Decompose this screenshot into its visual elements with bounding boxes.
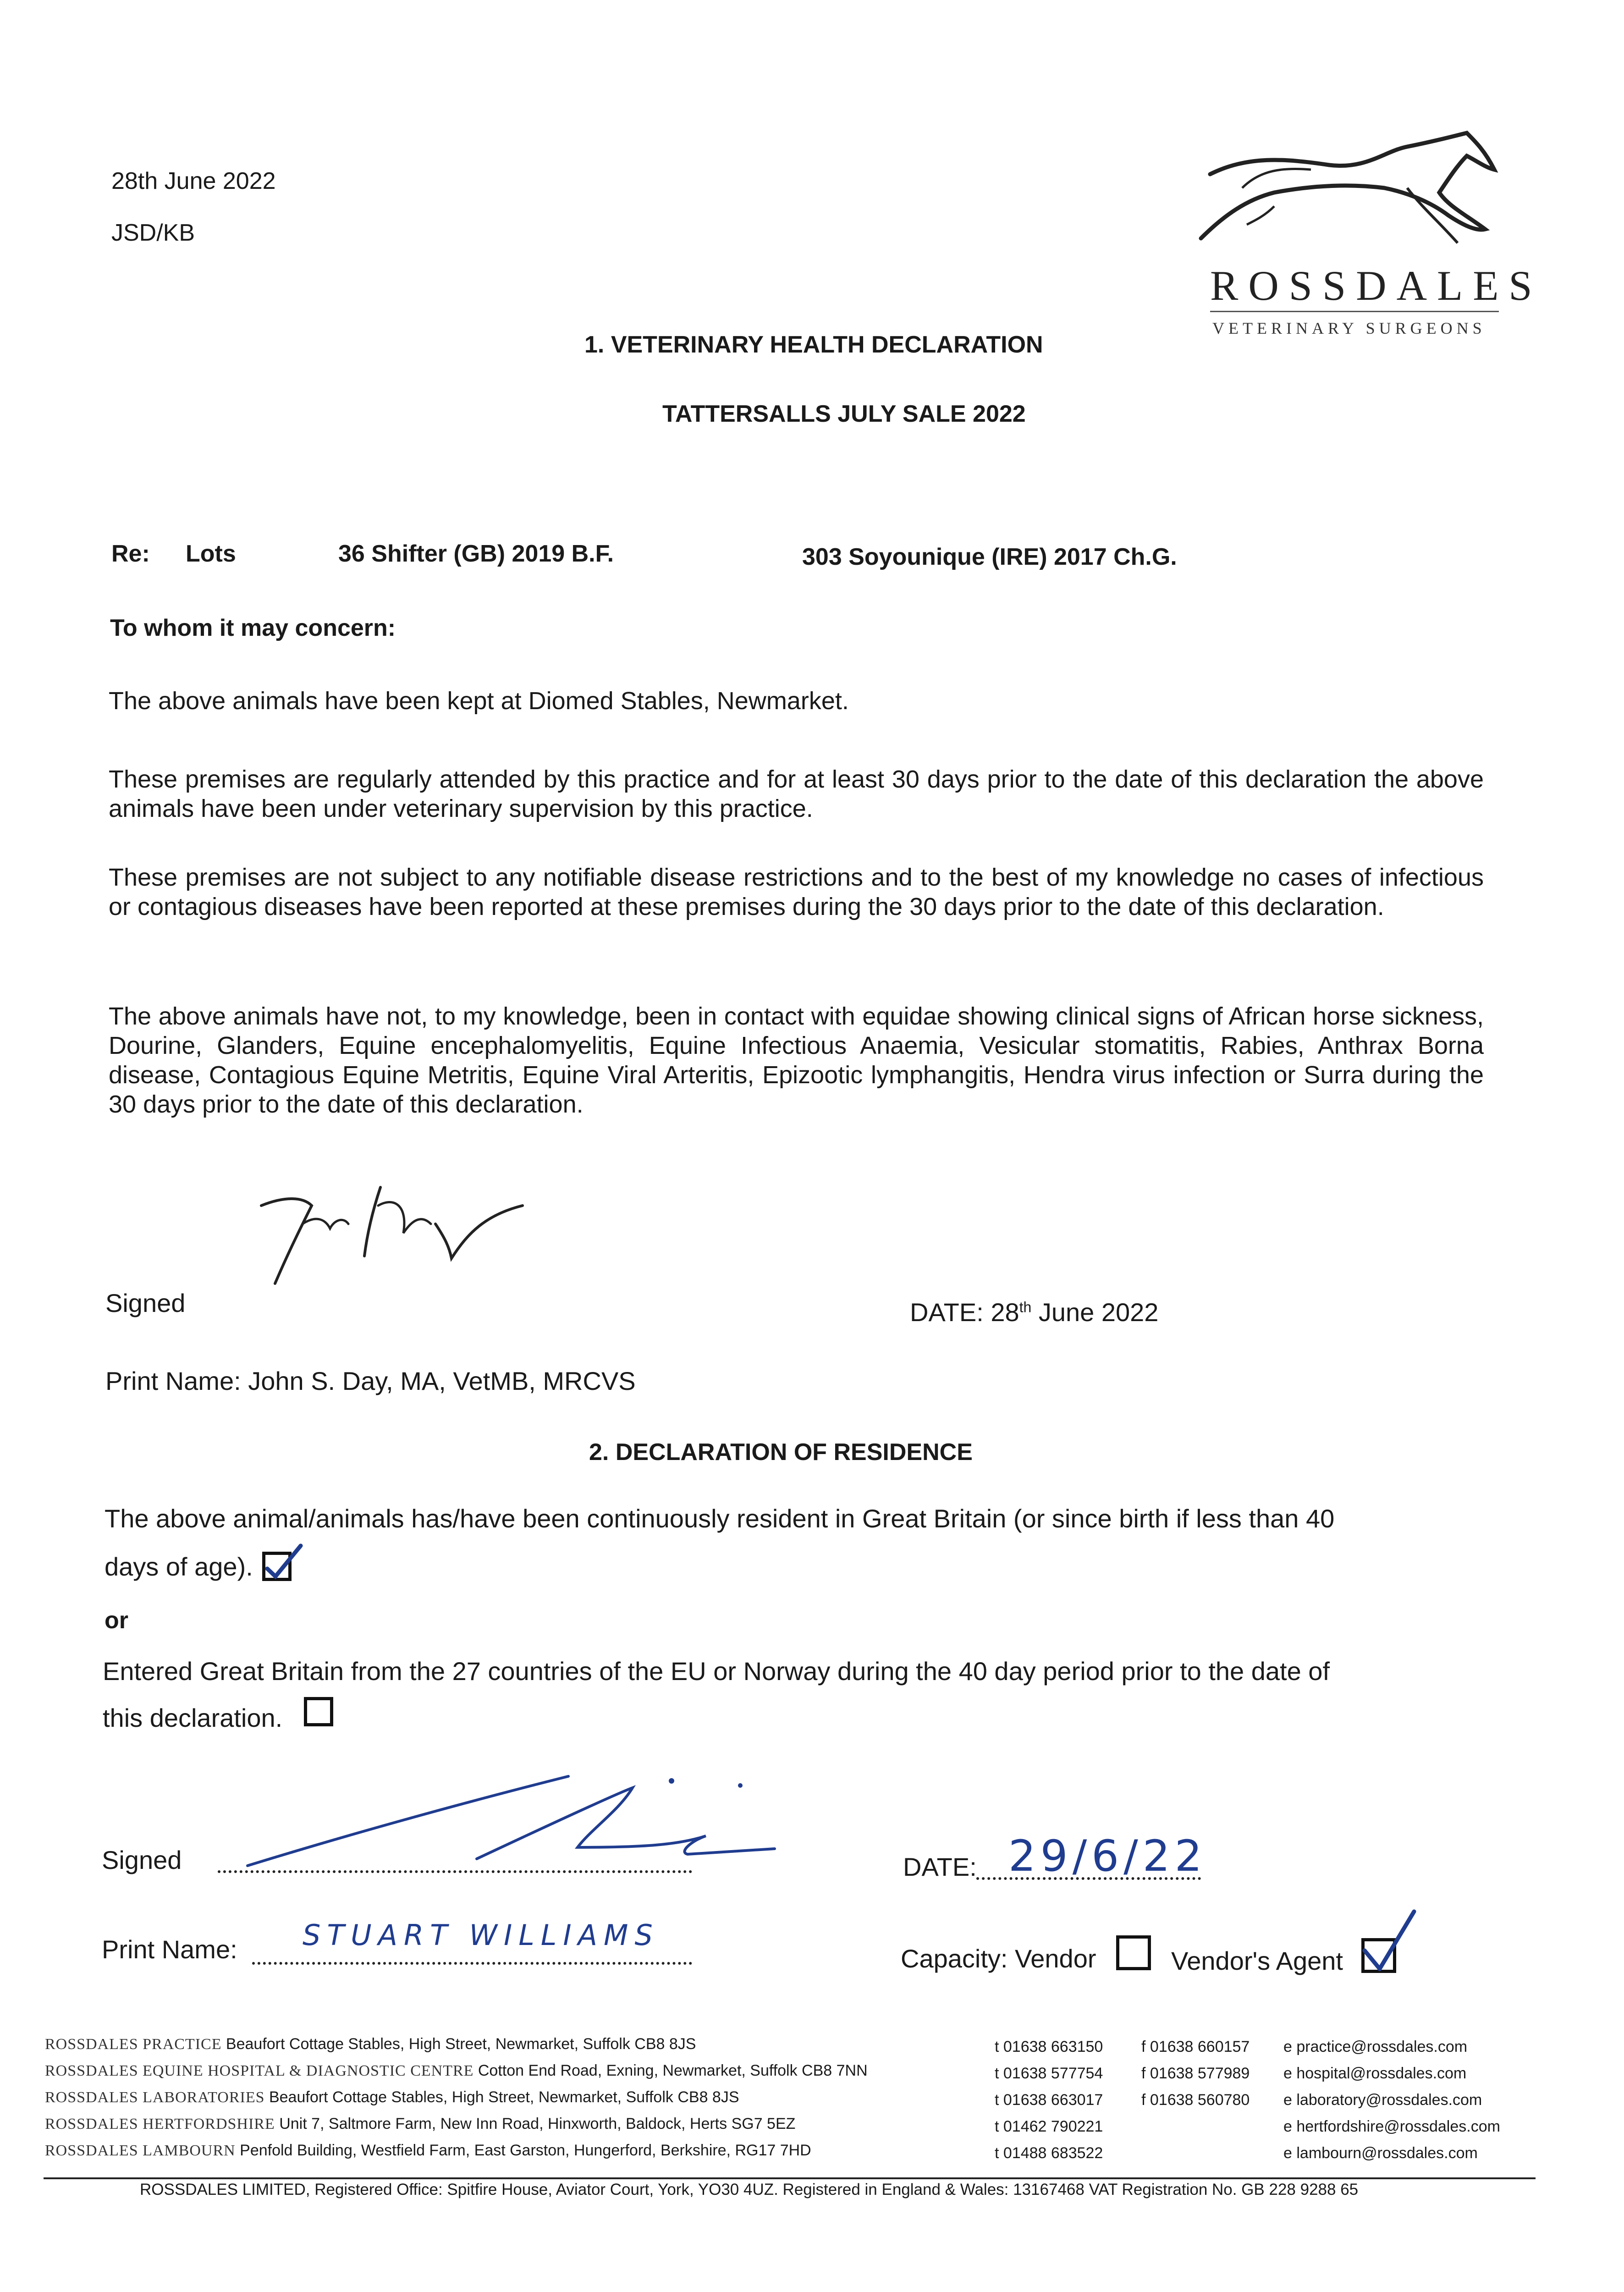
vendors-agent-label: Vendor's Agent — [1171, 1946, 1343, 1975]
paragraph-stables: The above animals have been kept at Diomed Stables, Newmarket. — [109, 687, 849, 715]
footer-address — [45, 2115, 795, 2133]
vet-print-name: Print Name: John S. Day, MA, VetMB, MRCVS — [105, 1366, 636, 1395]
vendor-date-label: DATE: — [903, 1852, 977, 1881]
footer-email[interactable]: e laboratory@rossdales.com — [1283, 2091, 1482, 2109]
vendor-signature — [229, 1760, 802, 1875]
letter-date: 28th June 2022 — [111, 168, 276, 194]
paragraph-supervision: These premises are regularly attended by this practice and for at least 30 days prior to the date of this declaration the above animals have been under veterinary supervision by this practice. — [109, 766, 1484, 822]
footer-firm-name: ROSSDALES LAMBOURN — [45, 2142, 236, 2159]
health-declaration-title: 1. VETERINARY HEALTH DECLARATION — [584, 331, 1043, 358]
residence-option-2-line-1: Entered Great Britain from the 27 countries of the EU or Norway during the 40 day period prior to the date of — [103, 1657, 1330, 1686]
footer-firm-address: Cotton End Road, Exning, Newmarket, Suffolk CB8 7NN — [478, 2062, 868, 2079]
or-label: or — [105, 1607, 128, 1634]
footer-email[interactable]: e hospital@rossdales.com — [1283, 2065, 1467, 2082]
residence-option-2-line-2: this declaration. — [103, 1703, 283, 1732]
lots-label: Lots — [186, 540, 236, 567]
lot-shifter: 36 Shifter (GB) 2019 B.F. — [338, 540, 614, 567]
salutation: To whom it may concern: — [110, 615, 396, 641]
vendor-signed-label: Signed — [102, 1846, 182, 1874]
sale-subtitle: TATTERSALLS JULY SALE 2022 — [662, 401, 1026, 427]
footer-email[interactable]: e practice@rossdales.com — [1283, 2038, 1468, 2055]
vet-signature — [248, 1178, 532, 1293]
vendor-date-value: 29/6/22 — [1008, 1831, 1207, 1881]
footer-address — [45, 2035, 696, 2053]
paragraph-diseases: The above animals have not, to my knowledge, been in contact with equidae showing clinical signs of African horse sickness, Dourine, Glanders, Equine encephalomyelitis, Equine Infectious Anaemia, Vesicular stomatitis, Rabies, Anthrax Borna disease, Contagious Equine Metritis, Equine Viral Arteritis, Epizootic lymphangitis, Hendra virus infection or Surra during the 30 days prior to the date of this declaration. — [109, 1003, 1484, 1118]
footer-fax: f 01638 577989 — [1141, 2065, 1250, 2082]
logo-divider — [1210, 311, 1499, 312]
vet-date-suffix: th — [1019, 1299, 1032, 1316]
horse-logo-icon — [1192, 124, 1513, 261]
vendor-print-value: STUART WILLIAMS — [303, 1918, 659, 1952]
letter-reference: JSD/KB — [111, 220, 195, 246]
lot-soyounique: 303 Soyounique (IRE) 2017 Ch.G. — [802, 544, 1177, 570]
footer-phone: t 01638 577754 — [995, 2065, 1103, 2082]
logo-tagline: VETERINARY SURGEONS — [1212, 319, 1486, 337]
footer-phone: t 01488 683522 — [995, 2144, 1103, 2162]
footer-phone: t 01638 663017 — [995, 2091, 1103, 2109]
footer-firm-name: ROSSDALES LABORATORIES — [45, 2089, 265, 2106]
logo-name: ROSSDALES — [1210, 262, 1542, 309]
registered-office: ROSSDALES LIMITED, Registered Office: Spitfire House, Aviator Court, York, YO30 4UZ. Registered in England & Wales: 13167468 VAT Registration No. GB 228 9288 65 — [140, 2181, 1359, 2198]
re-label: Re: — [111, 540, 150, 567]
residence-option-1-line-2: days of age). — [105, 1552, 253, 1581]
resident-checkbox[interactable] — [262, 1552, 292, 1581]
footer-address — [45, 2088, 739, 2106]
residence-option-1-line-1: The above animal/animals has/have been continuously resident in Great Britain (or since birth if less than 40 — [105, 1504, 1335, 1533]
checkmark-icon — [262, 1543, 303, 1585]
vendor-signature-line — [218, 1870, 692, 1873]
vendor-checkbox[interactable] — [1116, 1935, 1151, 1970]
footer-email[interactable]: e lambourn@rossdales.com — [1283, 2144, 1478, 2162]
capacity-vendor-label: Capacity: Vendor — [901, 1944, 1096, 1973]
footer-firm-address: Unit 7, Saltmore Farm, New Inn Road, Hinxworth, Baldock, Herts SG7 5EZ — [279, 2115, 796, 2132]
footer-phone: t 01462 790221 — [995, 2118, 1103, 2135]
paragraph-restrictions: These premises are not subject to any notifiable disease restrictions and to the best of my knowledge no cases of infectious or contagious diseases have been reported at these premises during the 30 days prior to the date of this declaration. — [109, 864, 1484, 920]
footer-address — [45, 2142, 811, 2160]
footer-firm-address: Beaufort Cottage Stables, High Street, Newmarket, Suffolk CB8 8JS — [226, 2035, 696, 2053]
vendor-print-line — [252, 1962, 692, 1965]
vet-date — [910, 1297, 1158, 1327]
residence-title: 2. DECLARATION OF RESIDENCE — [589, 1439, 973, 1466]
rossdales-logo — [1192, 124, 1542, 344]
footer-fax: f 01638 560780 — [1141, 2091, 1250, 2109]
vendors-agent-checkbox[interactable] — [1361, 1938, 1396, 1973]
footer-firm-name: ROSSDALES HERTFORDSHIRE — [45, 2116, 275, 2132]
eu-entry-checkbox[interactable] — [304, 1697, 333, 1726]
vet-signed-label: Signed — [105, 1289, 186, 1317]
footer-email[interactable]: e hertfordshire@rossdales.com — [1283, 2118, 1500, 2135]
footer-divider — [44, 2177, 1536, 2179]
footer-firm-name: ROSSDALES EQUINE HOSPITAL & DIAGNOSTIC CENTRE — [45, 2062, 474, 2079]
footer-address — [45, 2062, 868, 2080]
vet-date-label: DATE: 28 — [910, 1298, 1019, 1327]
footer-firm-address: Beaufort Cottage Stables, High Street, Newmarket, Suffolk CB8 8JS — [269, 2088, 739, 2106]
vendor-print-label: Print Name: — [102, 1935, 237, 1964]
footer-firm-address: Penfold Building, Westfield Farm, East Garston, Hungerford, Berkshire, RG17 7HD — [240, 2142, 811, 2159]
footer-phone: t 01638 663150 — [995, 2038, 1103, 2055]
footer-firm-name: ROSSDALES PRACTICE — [45, 2036, 222, 2053]
footer-fax: f 01638 660157 — [1141, 2038, 1250, 2055]
checkmark-icon — [1359, 1907, 1419, 1971]
vet-date-rest: June 2022 — [1031, 1298, 1159, 1327]
